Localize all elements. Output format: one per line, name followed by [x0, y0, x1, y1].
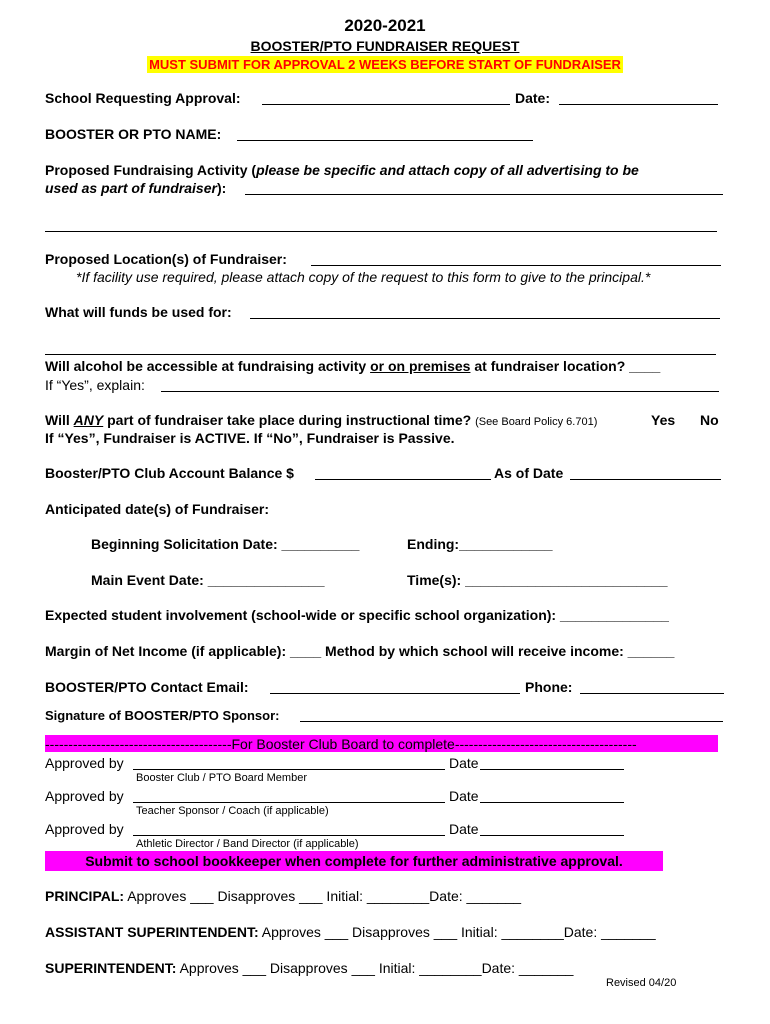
activity-field[interactable] [245, 194, 723, 195]
instr-text-b: part of fundraiser take place during instructional time? [103, 412, 476, 428]
revision-date: Revised 04/20 [606, 977, 677, 989]
approver-1-role: Booster Club / PTO Board Member [136, 772, 307, 784]
board-policy-ref: (See Board Policy 6.701) [475, 416, 598, 428]
approval-date-1-field[interactable] [480, 769, 624, 770]
student-involvement[interactable]: Expected student involvement (school-wide or specific school organization): ______________ [45, 607, 669, 623]
location-note: *If facility use required, please attach copy of the request to this form to give to the principal.* [76, 269, 651, 285]
funds-use-field[interactable] [250, 318, 720, 319]
phone-field[interactable] [580, 693, 724, 694]
principal-options: Approves ___ Disapproves ___ Initial: ________Date: _______ [124, 888, 522, 904]
activity-label-2 [45, 180, 226, 196]
date-label: Date: [515, 90, 551, 106]
activity-label [45, 162, 639, 178]
alcohol-text-a: Will alcohol be accessible at fundraising activity [45, 358, 371, 374]
approver-3-role: Athletic Director / Band Director (if applicable) [136, 838, 359, 850]
active-passive-note: If “Yes”, Fundraiser is ACTIVE. If “No”, Fundraiser is Passive. [45, 430, 455, 446]
sponsor-signature-label: Signature of BOOSTER/PTO Sponsor: [45, 708, 280, 723]
form-title: BOOSTER/PTO FUNDRAISER REQUEST [250, 38, 520, 54]
anticipated-label: Anticipated date(s) of Fundraiser: [45, 501, 270, 517]
booster-name-field[interactable] [237, 140, 533, 141]
no-option[interactable]: No [700, 412, 719, 428]
balance-field[interactable] [315, 479, 491, 480]
booster-name-label: BOOSTER OR PTO NAME: [45, 126, 222, 142]
activity-label-end: ): [216, 180, 227, 196]
asst-superintendent-label: ASSISTANT SUPERINTENDENT: [45, 924, 259, 940]
as-of-date-field[interactable] [570, 479, 721, 480]
superintendent-approval[interactable] [45, 960, 573, 976]
net-income-margin[interactable]: Margin of Net Income (if applicable): ____ Method by which school will receive income: ______ [45, 643, 675, 659]
alcohol-question [45, 358, 660, 374]
alcohol-explain-field[interactable] [161, 391, 719, 392]
approved-by-label-1: Approved by [45, 755, 124, 771]
instr-any: ANY [73, 412, 104, 428]
funds-use-field-2[interactable] [45, 354, 716, 355]
alcohol-text-b: or on premises [370, 358, 471, 374]
approver-2-role: Teacher Sponsor / Coach (if applicable) [136, 805, 329, 817]
activity-note-line2: used as part of fundraiser [45, 180, 217, 196]
asst-superintendent-approval[interactable] [45, 924, 656, 940]
location-label: Proposed Location(s) of Fundraiser: [45, 251, 287, 267]
approval-date-label-3: Date [449, 821, 479, 837]
date-field[interactable] [559, 104, 718, 105]
school-field[interactable] [262, 104, 510, 105]
superintendent-label: SUPERINTENDENT: [45, 960, 177, 976]
funds-use-label: What will funds be used for: [45, 304, 232, 320]
principal-approval[interactable] [45, 888, 521, 904]
approval-date-label-2: Date [449, 788, 479, 804]
approver-3-field[interactable] [133, 835, 445, 836]
as-of-date-label: As of Date [494, 465, 564, 481]
yes-option[interactable]: Yes [651, 412, 676, 428]
main-event-date[interactable]: Main Event Date: _______________ [91, 572, 325, 588]
contact-email-label: BOOSTER/PTO Contact Email: [45, 679, 249, 695]
beginning-solicitation[interactable]: Beginning Solicitation Date: __________ [91, 536, 360, 552]
event-times[interactable]: Time(s): __________________________ [407, 572, 668, 588]
alcohol-explain-label: If “Yes”, explain: [45, 377, 145, 393]
submit-instruction: Submit to school bookkeeper when complete for further administrative approval. [85, 853, 623, 869]
sponsor-signature-field[interactable] [300, 721, 723, 722]
deadline-notice-wrap [0, 56, 770, 74]
ending-date[interactable]: Ending:____________ [407, 536, 553, 552]
deadline-notice: MUST SUBMIT FOR APPROVAL 2 WEEKS BEFORE START OF FUNDRAISER [149, 57, 621, 72]
form-year: 2020-2021 [344, 16, 426, 35]
approval-date-2-field[interactable] [480, 802, 624, 803]
school-label: School Requesting Approval: [45, 90, 241, 106]
instr-text-a: Will [45, 412, 74, 428]
approval-date-label-1: Date [449, 755, 479, 771]
phone-label: Phone: [525, 679, 573, 695]
contact-email-field[interactable] [270, 693, 520, 694]
board-banner: ----------------------------------------For Booster Club Board to complete--------------------------------------- [45, 736, 637, 752]
principal-label: PRINCIPAL: [45, 888, 125, 904]
asst-superintendent-options: Approves ___ Disapproves ___ Initial: ________Date: _______ [258, 924, 656, 940]
activity-field-2[interactable] [45, 231, 717, 232]
approved-by-label-3: Approved by [45, 821, 124, 837]
instructional-question [45, 412, 597, 428]
activity-note-line1: please be specific and attach copy of all advertising to be [256, 162, 639, 178]
location-field[interactable] [311, 265, 721, 266]
balance-label: Booster/PTO Club Account Balance $ [45, 465, 294, 481]
alcohol-text-c: at fundraiser location? ____ [470, 358, 661, 374]
approval-date-3-field[interactable] [480, 835, 624, 836]
superintendent-options: Approves ___ Disapproves ___ Initial: ________Date: _______ [176, 960, 574, 976]
approver-1-field[interactable] [133, 769, 445, 770]
approved-by-label-2: Approved by [45, 788, 124, 804]
activity-label-text: Proposed Fundraising Activity ( [45, 162, 257, 178]
approver-2-field[interactable] [133, 802, 445, 803]
